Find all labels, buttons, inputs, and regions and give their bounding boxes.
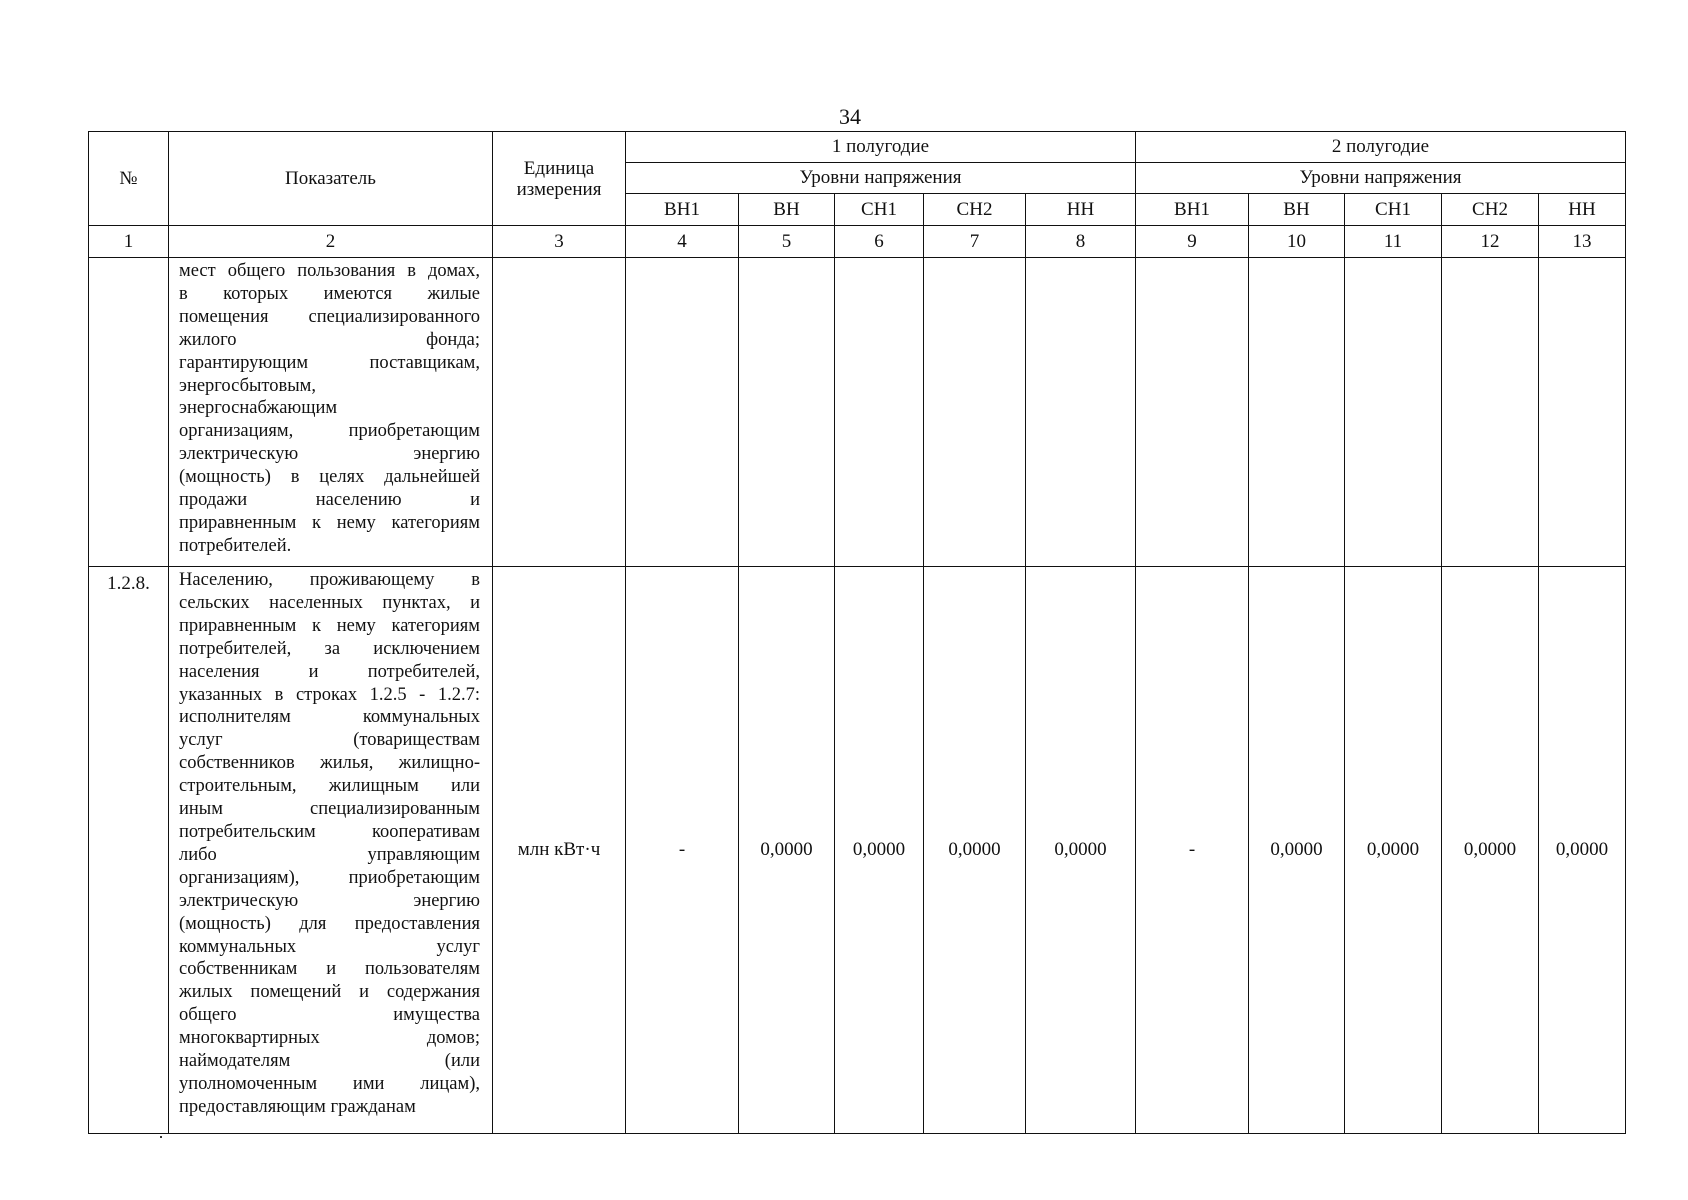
header-levels-half1: Уровни напряжения — [626, 163, 1136, 194]
description-line: электрическую энергию — [179, 444, 480, 465]
row-value: 0,0000 — [1026, 567, 1136, 1134]
description-line: Населению, проживающему в — [179, 570, 480, 590]
column-number: 5 — [739, 226, 835, 258]
column-number-row — [89, 226, 1626, 258]
description-line: энергоснабжающим — [179, 398, 338, 419]
column-number: 11 — [1345, 226, 1442, 258]
description-line: организациям), приобретающим — [179, 867, 480, 888]
column-number: 2 — [169, 226, 493, 258]
row-unit: млн кВт·ч — [493, 567, 626, 1134]
column-number: 10 — [1249, 226, 1345, 258]
page-number: 34 — [839, 104, 861, 129]
description-line: продажи населению и — [179, 490, 480, 511]
description-line: иным специализированным — [179, 799, 480, 820]
level-sn2: СН2 — [924, 194, 1026, 226]
header-half1: 1 полугодие — [626, 132, 1136, 163]
description-line: общего имущества — [179, 1005, 480, 1026]
description-line: (мощность) для предоставления — [179, 913, 480, 934]
description-line: исполнителям коммунальных — [179, 707, 480, 728]
description-line: (мощность) в целях дальнейшей — [179, 467, 480, 488]
row-value: 0,0000 — [1345, 567, 1442, 1134]
column-number: 3 — [493, 226, 626, 258]
row-value — [924, 258, 1026, 567]
row-value: 0,0000 — [1249, 567, 1345, 1134]
row-value — [835, 258, 924, 567]
description-line: гарантирующим поставщикам, — [179, 352, 480, 373]
description-line: уполномоченным ими лицам), — [179, 1073, 480, 1094]
level-sn1: СН1 — [1345, 194, 1442, 226]
row-number — [89, 258, 169, 567]
table-row — [89, 258, 1626, 567]
level-nn: НН — [1026, 194, 1136, 226]
level-vn: ВН — [1249, 194, 1345, 226]
description-line: населения и потребителей, — [179, 661, 480, 682]
header-no: № — [89, 132, 169, 226]
description-line: коммунальных услуг — [179, 936, 480, 957]
row-value — [626, 258, 739, 567]
description-line: приравненным к нему категориям — [179, 615, 480, 636]
description-line: в которых имеются жилые — [179, 283, 480, 304]
table-row — [89, 567, 1626, 1134]
description-line: помещения специализированного — [179, 306, 480, 327]
header-levels-half2: Уровни напряжения — [1136, 163, 1626, 194]
description-line: потребительским кооперативам — [179, 821, 480, 842]
description-line: мест общего пользования в домах, — [179, 261, 480, 281]
row-number: 1.2.8. — [89, 567, 169, 1134]
row-value: 0,0000 — [1442, 567, 1539, 1134]
description-line: либо управляющим — [179, 844, 480, 865]
description-line: собственникам и пользователям — [179, 959, 480, 980]
description-line: услуг (товариществам — [179, 730, 480, 751]
column-number: 13 — [1539, 226, 1626, 258]
level-sn1: СН1 — [835, 194, 924, 226]
row-unit — [493, 258, 626, 567]
description-line: многоквартирных домов; — [179, 1028, 480, 1049]
description-line: жилого фонда; — [179, 329, 480, 350]
description-line: наймодателям (или — [179, 1051, 480, 1072]
description-line: сельских населенных пунктах, и — [179, 592, 480, 613]
description-line: указанных в строках 1.2.5 - 1.2.7: — [179, 684, 480, 705]
level-vn1: ВН1 — [1136, 194, 1249, 226]
header-unit: Единица измерения — [493, 132, 626, 226]
description-line: строительным, жилищным или — [179, 776, 480, 797]
row-value — [739, 258, 835, 567]
row-value — [1026, 258, 1136, 567]
row-value: 0,0000 — [835, 567, 924, 1134]
description-line: собственников жилья, жилищно- — [179, 753, 480, 774]
description-line: потребителей. — [179, 535, 292, 556]
description-line: организациям, приобретающим — [179, 421, 480, 442]
header-indicator: Показатель — [169, 132, 493, 226]
row-description — [169, 567, 493, 1134]
description-line: электрическую энергию — [179, 890, 480, 911]
column-number: 9 — [1136, 226, 1249, 258]
description-line: жилых помещений и содержания — [179, 982, 480, 1003]
level-nn: НН — [1539, 194, 1626, 226]
row-value — [1249, 258, 1345, 567]
description-line: потребителей, за исключением — [179, 638, 480, 659]
column-number: 7 — [924, 226, 1026, 258]
column-number: 1 — [89, 226, 169, 258]
column-number: 4 — [626, 226, 739, 258]
description-line: предоставляющим гражданам — [179, 1096, 416, 1117]
level-vn1: ВН1 — [626, 194, 739, 226]
row-value: 0,0000 — [1539, 567, 1626, 1134]
row-value — [1442, 258, 1539, 567]
row-value: 0,0000 — [739, 567, 835, 1134]
row-value: 0,0000 — [924, 567, 1026, 1134]
level-vn: ВН — [739, 194, 835, 226]
column-number: 8 — [1026, 226, 1136, 258]
row-value: - — [626, 567, 739, 1134]
row-value — [1136, 258, 1249, 567]
column-number: 12 — [1442, 226, 1539, 258]
level-sn2: СН2 — [1442, 194, 1539, 226]
header-half2: 2 полугодие — [1136, 132, 1626, 163]
row-description — [169, 258, 493, 567]
scan-speck — [160, 1136, 162, 1138]
tariff-table — [88, 131, 1626, 1134]
row-value: - — [1136, 567, 1249, 1134]
description-line: приравненным к нему категориям — [179, 512, 480, 533]
row-value — [1539, 258, 1626, 567]
description-line: энергосбытовым, — [179, 375, 317, 396]
column-number: 6 — [835, 226, 924, 258]
row-value — [1345, 258, 1442, 567]
